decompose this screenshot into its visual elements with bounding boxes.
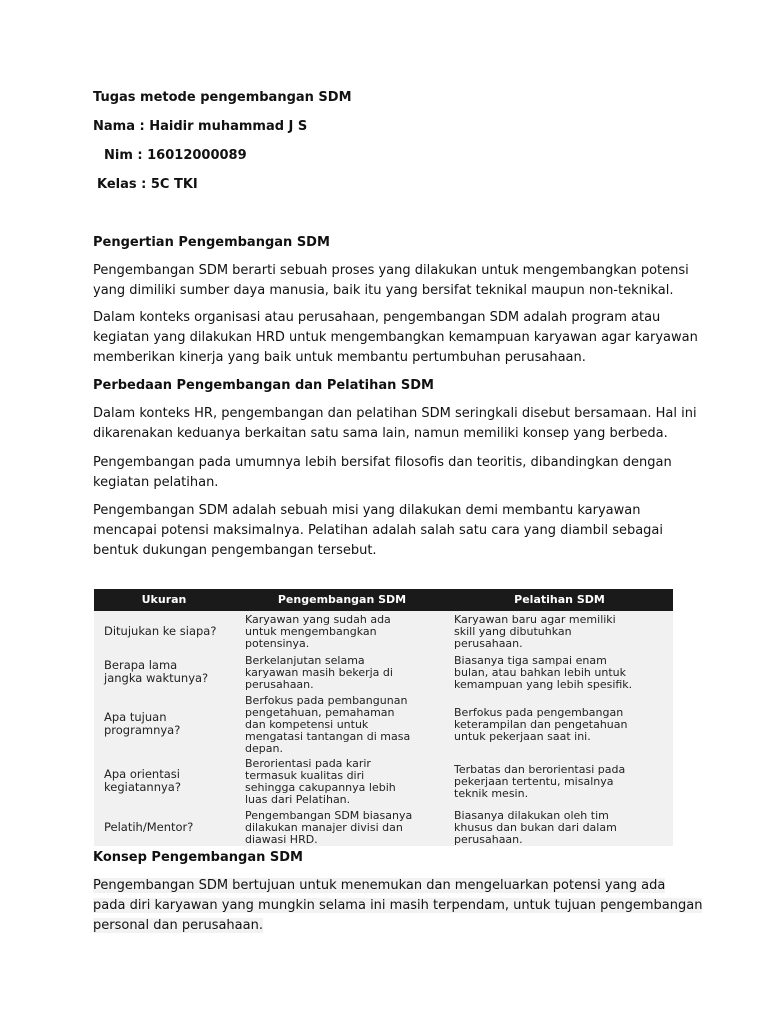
table-header-pengembangan: Pengembangan SDM — [277, 593, 407, 606]
table-cell-question: Apa tujuan programnya? — [104, 710, 181, 737]
section-heading-pengertian: Pengertian Pengembangan SDM — [93, 235, 330, 250]
section-heading-perbedaan: Perbedaan Pengembangan dan Pelatihan SDM — [93, 378, 434, 393]
student-nim: Nim : 16012000089 — [104, 148, 247, 163]
student-name: Nama : Haidir muhammad J S — [93, 119, 308, 134]
table-header-row — [94, 589, 673, 611]
table-cell-training: Berfokus pada pengembangan keterampilan dan pengetahuan untuk pekerjaan saat ini. — [454, 706, 628, 743]
section-heading-konsep: Konsep Pengembangan SDM — [93, 850, 303, 865]
table-cell-question: Pelatih/Mentor? — [104, 820, 194, 834]
table-cell-development: Pengembangan SDM biasanya dilakukan manajer divisi dan diawasi HRD. — [245, 809, 413, 846]
table-cell-development: Berfokus pada pembangunan pengetahuan, pemahaman dan kompetensi untuk mengatasi tantangan di masa depan. — [245, 694, 411, 755]
table-cell-training: Karyawan baru agar memiliki skill yang dibutuhkan perusahaan. — [454, 613, 616, 650]
paragraph-perbedaan-1: Dalam konteks HR, pengembangan dan pelatihan SDM seringkali disebut bersamaan. Hal ini dikarenakan keduanya berkaitan satu sama lain, namun memiliki konsep yang berbeda. — [93, 406, 697, 441]
table-cell-question: Apa orientasi kegiatannya? — [104, 767, 181, 794]
table-header-ukuran: Ukuran — [141, 593, 187, 606]
table-cell-question: Berapa lama jangka waktunya? — [104, 658, 209, 685]
paragraph-pengertian-1: Pengembangan SDM berarti sebuah proses yang dilakukan untuk mengembangkan potensi yang dimiliki sumber daya manusia, baik itu yang bersifat teknikal maupun non-teknikal. — [93, 263, 689, 298]
paragraph-perbedaan-3: Pengembangan SDM adalah sebuah misi yang dilakukan demi membantu karyawan mencapai potensi maksimalnya. Pelatihan adalah salah satu cara yang diambil sebagai bentuk dukungan pengembangan tersebut. — [93, 503, 664, 558]
table-cell-development: Karyawan yang sudah ada untuk mengembangkan potensinya. — [245, 613, 391, 650]
assignment-title: Tugas metode pengembangan SDM — [93, 90, 352, 105]
table-header-pelatihan: Pelatihan SDM — [514, 593, 605, 606]
table-cell-training: Biasanya tiga sampai enam bulan, atau bahkan lebih untuk kemampuan yang lebih spesifik. — [454, 654, 633, 691]
table-cell-question: Ditujukan ke siapa? — [104, 624, 217, 638]
comparison-table — [94, 589, 673, 846]
table-cell-training: Biasanya dilakukan oleh tim khusus dan bukan dari dalam perusahaan. — [454, 809, 617, 846]
paragraph-perbedaan-2: Pengembangan pada umumnya lebih bersifat filosofis dan teoritis, dibandingkan dengan kegiatan pelatihan. — [93, 455, 672, 490]
student-class: Kelas : 5C TKI — [97, 177, 198, 192]
table-cell-development: Berkelanjutan selama karyawan masih bekerja di perusahaan. — [245, 654, 393, 691]
paragraph-konsep-1: Pengembangan SDM bertujuan untuk menemukan dan mengeluarkan potensi yang ada pada diri karyawan yang mungkin selama ini masih terpendam, untuk tujuan pengembangan personal dan perusahaan. — [93, 878, 703, 933]
table-cell-development: Berorientasi pada karir termasuk kualitas diri sehingga cakupannya lebih luas dari Pelatihan. — [245, 757, 396, 806]
table-cell-training: Terbatas dan berorientasi pada pekerjaan tertentu, misalnya teknik mesin. — [454, 763, 626, 800]
paragraph-pengertian-2: Dalam konteks organisasi atau perusahaan, pengembangan SDM adalah program atau kegiatan yang dilakukan HRD untuk mengembangkan kemampuan karyawan agar karyawan memberikan kinerja yang baik untuk membantu pertumbuhan perusahaan. — [93, 310, 698, 365]
